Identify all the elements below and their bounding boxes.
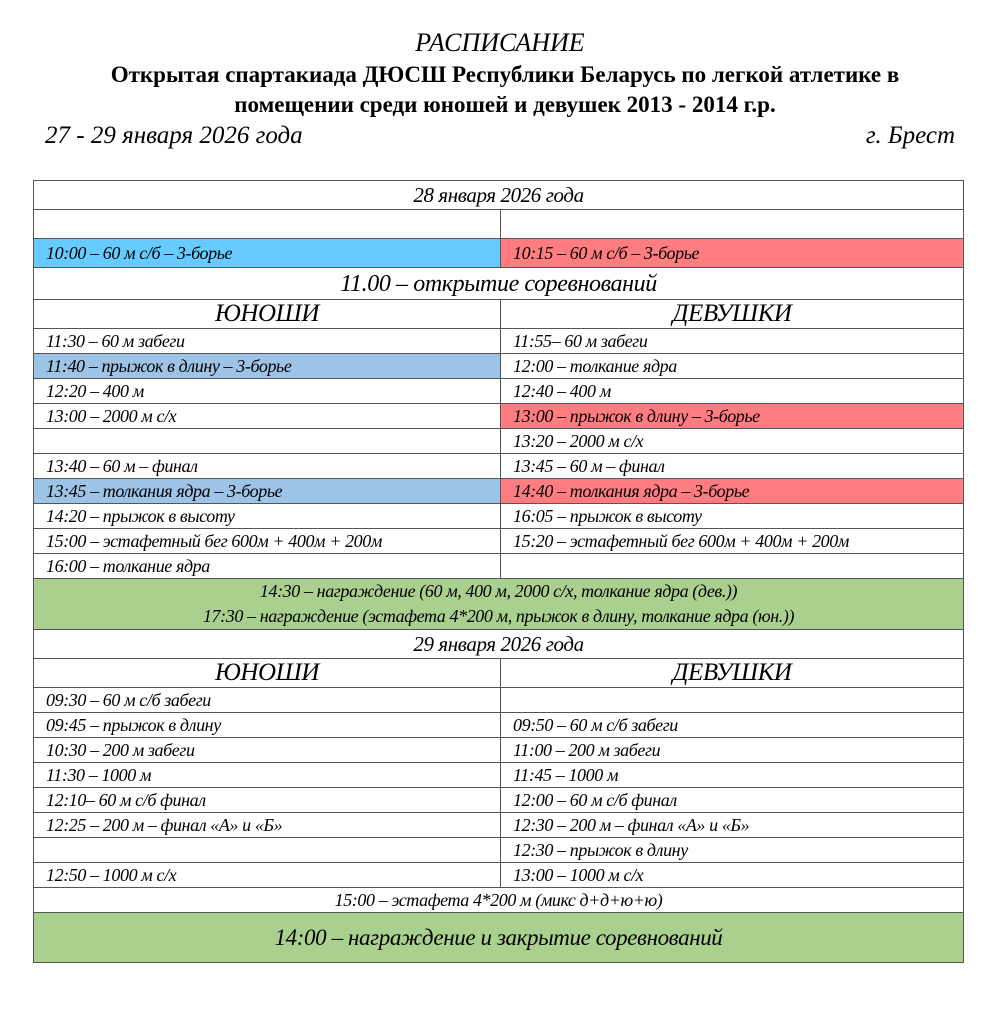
boys-event: 10:30 – 200 м забеги <box>34 738 501 763</box>
boys-event: 16:00 – толкание ядра <box>34 554 501 579</box>
boys-event <box>34 838 501 863</box>
closing-ceremony: 14:00 – награждение и закрытие соревнований <box>34 913 964 963</box>
girls-event: 09:50 – 60 м с/б забеги <box>501 713 964 738</box>
schedule-row <box>34 354 964 379</box>
boys-event: 12:50 – 1000 м с/х <box>34 863 501 888</box>
girls-header: ДЕВУШКИ <box>501 300 964 329</box>
boys-event: 09:30 – 60 м с/б забеги <box>34 688 501 713</box>
girls-event: 11:00 – 200 м забеги <box>501 738 964 763</box>
schedule-row <box>34 329 964 354</box>
boys-event: 13:45 – толкания ядра – 3-борье <box>34 479 501 504</box>
schedule-row <box>34 763 964 788</box>
schedule-row <box>34 738 964 763</box>
schedule-row <box>34 838 964 863</box>
schedule-row <box>34 404 964 429</box>
boys-event: 12:10– 60 м с/б финал <box>34 788 501 813</box>
boys-header: ЮНОШИ <box>34 300 501 329</box>
girls-event: 13:00 – 1000 м с/х <box>501 863 964 888</box>
boys-event: 13:40 – 60 м – финал <box>34 454 501 479</box>
girls-event: 12:30 – прыжок в длину <box>501 838 964 863</box>
girls-event: 11:55– 60 м забеги <box>501 329 964 354</box>
page-title: РАСПИСАНИЕ <box>415 28 585 57</box>
girls-event: 12:00 – толкание ядра <box>501 354 964 379</box>
schedule-row <box>34 688 964 713</box>
girls-event: 13:45 – 60 м – финал <box>501 454 964 479</box>
opening-ceremony: 11.00 – открытие соревнований <box>34 268 964 300</box>
award-2: 17:30 – награждение (эстафета 4*200 м, прыжок в длину, толкание ядра (юн.)) <box>202 606 795 626</box>
girls-event: 13:00 – прыжок в длину – 3-борье <box>501 404 964 429</box>
girls-event: 13:20 – 2000 м с/х <box>501 429 964 454</box>
girls-event: 14:40 – толкания ядра – 3-борье <box>501 479 964 504</box>
girls-pre-event: 10:15 – 60 м с/б – 3-борье <box>501 239 964 268</box>
schedule-row <box>34 863 964 888</box>
girls-header: ДЕВУШКИ <box>501 659 964 688</box>
boys-event: 11:30 – 1000 м <box>34 763 501 788</box>
girls-event: 12:00 – 60 м с/б финал <box>501 788 964 813</box>
boys-header: ЮНОШИ <box>34 659 501 688</box>
girls-event: 15:20 – эстафетный бег 600м + 400м + 200м <box>501 529 964 554</box>
boys-event: 14:20 – прыжок в высоту <box>34 504 501 529</box>
girls-event <box>501 688 964 713</box>
schedule-row <box>34 788 964 813</box>
empty-cell <box>34 210 501 239</box>
schedule-row <box>34 454 964 479</box>
event-city: г. Брест <box>865 122 955 149</box>
schedule-row <box>34 379 964 404</box>
boys-event: 12:25 – 200 м – финал «А» и «Б» <box>34 813 501 838</box>
schedule-row <box>34 713 964 738</box>
day1-date: 28 января 2026 года <box>34 181 964 210</box>
schedule-row <box>34 813 964 838</box>
boys-event: 11:30 – 60 м забеги <box>34 329 501 354</box>
girls-event: 12:40 – 400 м <box>501 379 964 404</box>
schedule-row <box>34 479 964 504</box>
awards-day1 <box>34 579 964 630</box>
boys-event <box>34 429 501 454</box>
day2-date: 29 января 2026 года <box>34 630 964 659</box>
event-dates: 27 - 29 января 2026 года <box>45 122 303 149</box>
boys-event: 15:00 – эстафетный бег 600м + 400м + 200м <box>34 529 501 554</box>
girls-event: 16:05 – прыжок в высоту <box>501 504 964 529</box>
girls-event: 11:45 – 1000 м <box>501 763 964 788</box>
schedule-row <box>34 429 964 454</box>
boys-event: 11:40 – прыжок в длину – 3-борье <box>34 354 501 379</box>
boys-pre-event: 10:00 – 60 м с/б – 3-борье <box>34 239 501 268</box>
schedule-row <box>34 554 964 579</box>
boys-event: 12:20 – 400 м <box>34 379 501 404</box>
competition-name-line1: Открытая спартакиада ДЮСШ Республики Беларусь по легкой атлетике в <box>110 62 900 87</box>
empty-cell <box>501 210 964 239</box>
mixed-relay: 15:00 – эстафета 4*200 м (микс д+д+ю+ю) <box>34 888 964 913</box>
award-1: 14:30 – награждение (60 м, 400 м, 2000 с/х, толкание ядра (дев.)) <box>259 581 738 601</box>
boys-event: 09:45 – прыжок в длину <box>34 713 501 738</box>
schedule-table <box>33 180 964 963</box>
schedule-row <box>34 504 964 529</box>
competition-name-line2: помещении среди юношей и девушек 2013 - 2014 г.р. <box>234 92 776 117</box>
boys-event: 13:00 – 2000 м с/х <box>34 404 501 429</box>
girls-event: 12:30 – 200 м – финал «А» и «Б» <box>501 813 964 838</box>
girls-event <box>501 554 964 579</box>
schedule-row <box>34 529 964 554</box>
